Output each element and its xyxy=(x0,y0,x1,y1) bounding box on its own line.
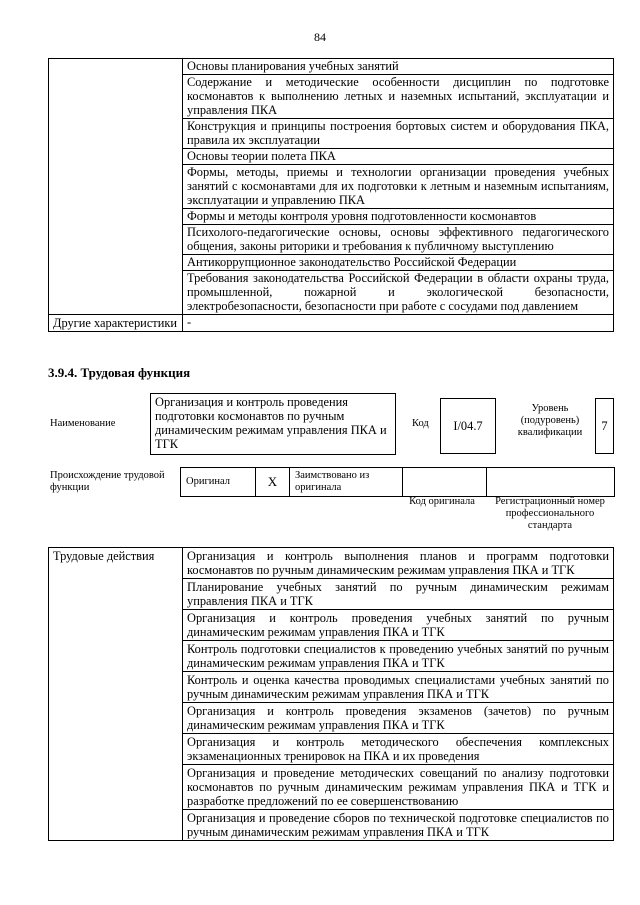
labor-action-item: Организация и контроль проведения учебных занятий по ручным динамическим режимам управления ПКА и ТГК xyxy=(183,610,614,641)
labor-action-item: Контроль и оценка качества проводимых специалистами учебных занятий по ручным динамическим режимам управления ПКА и ТГК xyxy=(183,672,614,703)
knowledge-item: Основы планирования учебных занятий xyxy=(183,59,614,75)
labor-action-item: Организация и контроль проведения экзаменов (зачетов) по ручным динамическим режимам управления ПКА и ТГК xyxy=(183,703,614,734)
knowledge-item: Конструкция и принципы построения бортовых систем и оборудования ПКА, правила их эксплуатации xyxy=(183,119,614,149)
labor-action-item: Контроль подготовки специалистов к проведению учебных занятий по ручным динамическим режимам управления ПКА и ТГК xyxy=(183,641,614,672)
origin-code-cell xyxy=(403,468,487,497)
section-heading: 3.9.4. Трудовая функция xyxy=(48,365,191,380)
function-name-label: Наименование xyxy=(50,418,116,429)
origin-original-mark: X xyxy=(256,468,290,497)
qualification-level-label: Уровень (подуровень) квалификации xyxy=(517,403,583,438)
table-row xyxy=(49,315,614,332)
table-row xyxy=(49,548,614,579)
knowledge-item: Основы теории полета ПКА xyxy=(183,149,614,165)
origin-borrowed-label: Заимствовано из оригинала xyxy=(290,468,403,497)
origin-table xyxy=(180,467,615,497)
origin-reg-number-cell xyxy=(487,468,615,497)
table-row xyxy=(49,59,614,75)
table-row xyxy=(181,468,615,497)
labor-action-item: Организация и проведение сборов по технической подготовке специалистов по ручным динамическим режимам управления ПКА и ТГК xyxy=(183,810,614,841)
knowledge-item: Формы и методы контроля уровня подготовленности космонавтов xyxy=(183,209,614,225)
labor-action-item: Планирование учебных занятий по ручным динамическим режимам управления ПКА и ТГК xyxy=(183,579,614,610)
page-number: 84 xyxy=(314,30,326,44)
qualification-level-value: 7 xyxy=(595,398,614,454)
knowledge-item: Формы, методы, приемы и технологии организации проведения учебных занятий с космонавтами для их подготовки к летным и наземным испытаниям, эксплуатации и управлению ПКА xyxy=(183,165,614,209)
labor-action-item: Организация и проведение методических совещаний по анализу подготовки космонавтов по ручным динамическим режимам управления ПКА и ТГК и разработке предложений по ее совершенствованию xyxy=(183,765,614,810)
other-characteristics-value: - xyxy=(183,315,614,332)
function-code-value: I/04.7 xyxy=(440,398,496,454)
knowledge-item: Требования законодательства Российской Федерации в области охраны труда, промышленной, пожарной и экологической безопасности, электробезопасности, безопасности при работе с сосудами под давлением xyxy=(183,271,614,315)
knowledge-label-cell xyxy=(49,59,183,315)
origin-reg-caption: Регистрационный номер профессионального стандарта xyxy=(495,496,605,531)
knowledge-table xyxy=(48,58,614,332)
labor-action-item: Организация и контроль выполнения планов и программ подготовки космонавтов по ручным динамическим режимам управления ПКА и ТГК xyxy=(183,548,614,579)
knowledge-item: Антикоррупционное законодательство Российской Федерации xyxy=(183,255,614,271)
origin-original-label: Оригинал xyxy=(181,468,256,497)
function-code-label: Код xyxy=(412,418,429,429)
origin-label: Происхождение трудовой функции xyxy=(50,470,165,493)
labor-action-item: Организация и контроль методического обеспечения комплексных экзаменационных тренировок на ПКА и их проведения xyxy=(183,734,614,765)
knowledge-item: Содержание и методические особенности дисциплин по подготовке космонавтов к выполнению летных и наземных испытаний, эксплуатации и управления ПКА xyxy=(183,75,614,119)
knowledge-item: Психолого-педагогические основы, основы эффективного педагогического общения, законы риторики и требования к публичному выступлению xyxy=(183,225,614,255)
other-characteristics-label: Другие характеристики xyxy=(49,315,183,332)
labor-actions-label: Трудовые действия xyxy=(49,548,183,841)
function-name-value: Организация и контроль проведения подготовки космонавтов по ручным динамическим режимам управления ПКА и ТГК xyxy=(150,393,396,455)
labor-actions-table xyxy=(48,547,614,841)
origin-code-caption: Код оригинала xyxy=(409,496,475,507)
